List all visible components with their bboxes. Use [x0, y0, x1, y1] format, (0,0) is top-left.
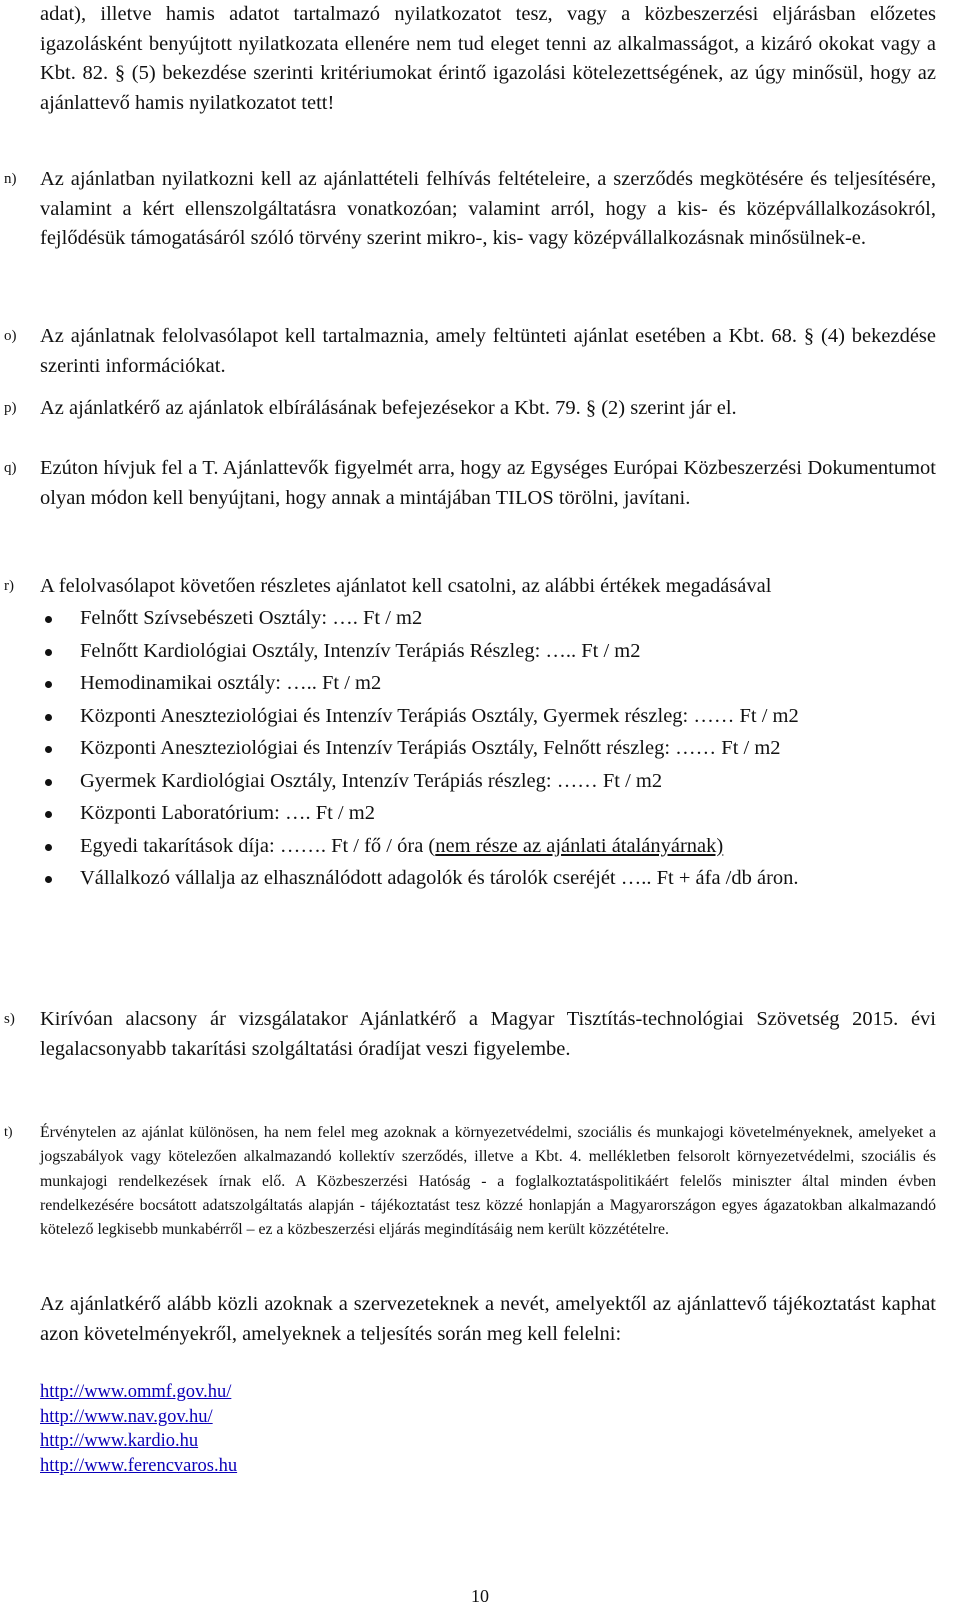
- bullet-text: Felnőtt Kardiológiai Osztály, Intenzív Terápiás Részleg: ….. Ft / m2: [80, 639, 641, 662]
- item-o-label: o): [4, 328, 17, 344]
- bullet-text: Központi Aneszteziológiai és Intenzív Terápiás Osztály, Felnőtt részleg: …… Ft / m2: [80, 737, 781, 759]
- bullet-text: Hemodinamikai osztály: ….. Ft / m2: [80, 672, 382, 694]
- bullet-text: Központi Aneszteziológiai és Intenzív Terápiás Osztály, Gyermek részleg: …… Ft / m2: [80, 704, 799, 727]
- item-t-text: Érvénytelen az ajánlat különösen, ha nem felel meg azoknak a környezetvédelmi, szociális és munkajogi követelményeknek, amelyeket a jogszabályok vagy kötelezően alkalmazandó kollektív szerződés, illetve a Kbt. 4. mellékletben felsorolt környezetvédelmi, szociális és munkajogi rendelkezések írnak elő. A Közbeszerzési Hatóság - a foglalkoztatáspolitikáért felelős miniszter által minden évben rendelkezésére bocsátott adatszolgáltatás alapján - tájékoztatást tesz közzé honlapján a Magyarországon egyes ágazatokban alkalmazandó kötelező legkisebb munkabérről – ez a közbeszerzési eljárás megindításáig nem került közzétételre.: [40, 1124, 936, 1239]
- bullet-item: [40, 864, 936, 894]
- item-s-text: Kirívóan alacsony ár vizsgálatakor Ajánlatkérő a Magyar Tisztítás-technológiai Szövetség 2015. évi legalacsonyabb takarítási szolgáltatási óradíjat veszi figyelembe.: [40, 1008, 936, 1060]
- link-nav[interactable]: http://www.nav.gov.hu/: [40, 1406, 213, 1427]
- bullet-item: [40, 637, 936, 667]
- bullet-item: [40, 767, 936, 797]
- bullet-fee-text: Egyedi takarítások díja: ……. Ft / fő / óra (: [80, 834, 436, 857]
- item-q-label: q): [4, 460, 17, 476]
- bullet-item: [40, 702, 936, 732]
- item-s-label: s): [4, 1011, 15, 1027]
- intro-paragraph: adat), illetve hamis adatot tartalmazó nyilatkozatot tesz, vagy a közbeszerzési eljárásban előzetes igazolásként benyújtott nyilatkozata ellenére nem tud eleget tenni az alkalmasságot, a kizáró okokat vagy a Kbt. 82. § (5) bekezdése szerinti kritériumokat érintő igazolási kötelezettségének, az úgy minősül, hogy az ajánlattevő hamis nyilatkozatot tett!: [40, 3, 936, 114]
- closing-paragraph: Az ajánlatkérő alább közli azoknak a szervezeteknek a nevét, amelyektől az ajánlattevő tájékoztatást kaphat azon követelményekről, amelyeknek a teljesítés során meg kell felelni:: [40, 1293, 936, 1345]
- item-n-text: Az ajánlatban nyilatkozni kell az ajánlattételi felhívás feltételeire, a szerződés megkötésére és teljesítésére, valamint a kért ellenszolgáltatásra vonatkozóan; valamint arról, hogy a kis- és középvállalkozásokról, fejlődésük támogatásáról szóló törvény szerint mikro-, kis- vagy középvállalkozásnak minősülnek-e.: [40, 168, 936, 249]
- bullet-item-fee: [40, 832, 936, 862]
- bullet-dot: [45, 811, 52, 818]
- link-ferencvaros[interactable]: http://www.ferencvaros.hu: [40, 1455, 238, 1476]
- bullet-dot: [45, 616, 52, 623]
- link-ommf[interactable]: http://www.ommf.gov.hu/: [40, 1382, 232, 1402]
- bullet-text: Felnőtt Szívsebészeti Osztály: …. Ft / m2: [80, 607, 423, 629]
- link-kardio[interactable]: http://www.kardio.hu: [40, 1431, 199, 1451]
- price-bullet-list: [40, 604, 936, 894]
- item-r-label: r): [4, 578, 14, 594]
- bullet-dot: [45, 649, 52, 656]
- bullet-text: Központi Laboratórium: …. Ft / m2: [80, 802, 375, 824]
- link-list: [40, 1380, 440, 1478]
- bullet-fee-underlined: nem része az ajánlati átalányárnak): [435, 834, 724, 857]
- bullet-dot: [45, 681, 52, 688]
- item-p-label: p): [4, 400, 17, 416]
- item-q-text: Ezúton hívjuk fel a T. Ajánlattevők figyelmét arra, hogy az Egységes Európai Közbeszerzési Dokumentumot olyan módon kell benyújtani, hogy annak a mintájában TILOS törölni, javítani.: [40, 457, 936, 509]
- item-o-text: Az ajánlatnak felolvasólapot kell tartalmaznia, amely feltünteti ajánlat esetében a Kbt. 68. § (4) bekezdése szerinti információkat.: [40, 325, 936, 377]
- bullet-item: [40, 604, 936, 634]
- bullet-item: [40, 734, 936, 764]
- item-t-label: t): [4, 1125, 13, 1140]
- bullet-dot: [45, 876, 52, 883]
- item-p-text: Az ajánlatkérő az ajánlatok elbírálásának befejezésekor a Kbt. 79. § (2) szerint jár el.: [40, 397, 737, 419]
- item-n-label: n): [4, 171, 17, 187]
- bullet-dot: [45, 779, 52, 786]
- bullet-item: [40, 669, 936, 699]
- bullet-dot: [45, 844, 52, 851]
- bullet-dot: [45, 746, 52, 753]
- bullet-text: Vállalkozó vállalja az elhasználódott adagolók és tárolók cseréjét ….. Ft + áfa /db áron.: [80, 867, 799, 889]
- item-r-text: A felolvasólapot követően részletes ajánlatot kell csatolni, az alábbi értékek megadásával: [40, 575, 772, 597]
- page-number: 10: [471, 1586, 489, 1606]
- bullet-item: [40, 799, 936, 829]
- bullet-text: Gyermek Kardiológiai Osztály, Intenzív Terápiás részleg: …… Ft / m2: [80, 769, 663, 792]
- bullet-dot: [45, 714, 52, 721]
